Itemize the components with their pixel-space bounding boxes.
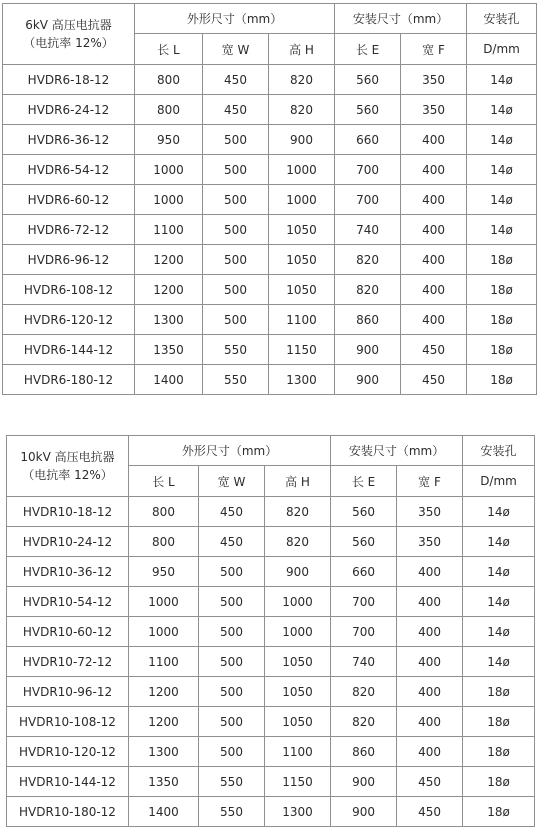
model-cell: HVDR6-180-12 bbox=[3, 365, 135, 395]
length-e-cell: 560 bbox=[331, 497, 397, 527]
hole-diameter-cell: 18ø bbox=[467, 365, 537, 395]
table-row bbox=[3, 95, 537, 125]
height-h-cell: 820 bbox=[269, 65, 335, 95]
table-row bbox=[7, 527, 535, 557]
width-f-cell: 350 bbox=[401, 65, 467, 95]
model-cell: HVDR6-108-12 bbox=[3, 275, 135, 305]
model-cell: HVDR10-24-12 bbox=[7, 527, 129, 557]
hole-diameter-cell: 18ø bbox=[467, 245, 537, 275]
model-cell: HVDR6-24-12 bbox=[3, 95, 135, 125]
height-h-cell: 1100 bbox=[265, 737, 331, 767]
table-row bbox=[7, 707, 535, 737]
hole-diameter-cell: 18ø bbox=[463, 767, 535, 797]
length-l-cell: 1400 bbox=[129, 797, 199, 827]
length-l-cell: 1000 bbox=[129, 587, 199, 617]
table-row bbox=[7, 587, 535, 617]
width-f-cell: 400 bbox=[401, 305, 467, 335]
width-f-cell: 400 bbox=[397, 557, 463, 587]
table-row bbox=[3, 125, 537, 155]
model-cell: HVDR10-96-12 bbox=[7, 677, 129, 707]
length-l-cell: 1350 bbox=[129, 767, 199, 797]
length-e-header: 长 E bbox=[335, 34, 401, 65]
width-w-cell: 500 bbox=[199, 557, 265, 587]
table-row bbox=[7, 557, 535, 587]
table-row bbox=[3, 65, 537, 95]
width-f-cell: 450 bbox=[401, 365, 467, 395]
width-w-header: 宽 W bbox=[203, 34, 269, 65]
width-w-cell: 450 bbox=[203, 65, 269, 95]
length-l-cell: 1000 bbox=[135, 185, 203, 215]
model-header-line-2: （电抗率 12%） bbox=[23, 36, 114, 50]
length-l-cell: 1000 bbox=[129, 617, 199, 647]
length-e-cell: 740 bbox=[331, 647, 397, 677]
hole-diameter-cell: 14ø bbox=[463, 587, 535, 617]
model-cell: HVDR6-18-12 bbox=[3, 65, 135, 95]
hole-diameter-cell: 14ø bbox=[467, 185, 537, 215]
height-h-cell: 1050 bbox=[265, 647, 331, 677]
length-e-cell: 660 bbox=[331, 557, 397, 587]
height-h-cell: 820 bbox=[269, 95, 335, 125]
width-w-cell: 500 bbox=[203, 215, 269, 245]
width-w-cell: 500 bbox=[199, 647, 265, 677]
table-row bbox=[3, 155, 537, 185]
width-w-header: 宽 W bbox=[199, 466, 265, 497]
width-f-cell: 400 bbox=[401, 155, 467, 185]
length-l-cell: 950 bbox=[129, 557, 199, 587]
width-f-cell: 400 bbox=[401, 275, 467, 305]
hole-diameter-cell: 14ø bbox=[467, 65, 537, 95]
header-row bbox=[7, 436, 535, 466]
table-row bbox=[3, 335, 537, 365]
length-l-cell: 800 bbox=[135, 65, 203, 95]
height-h-cell: 1050 bbox=[265, 677, 331, 707]
width-f-cell: 400 bbox=[401, 245, 467, 275]
width-w-cell: 500 bbox=[203, 125, 269, 155]
model-cell: HVDR10-120-12 bbox=[7, 737, 129, 767]
model-header-cell bbox=[7, 436, 129, 497]
width-w-cell: 500 bbox=[203, 155, 269, 185]
height-h-cell: 1150 bbox=[265, 767, 331, 797]
hole-diameter-cell: 18ø bbox=[467, 335, 537, 365]
height-h-cell: 1050 bbox=[269, 245, 335, 275]
width-w-cell: 500 bbox=[203, 185, 269, 215]
length-e-cell: 860 bbox=[335, 305, 401, 335]
width-f-cell: 350 bbox=[397, 497, 463, 527]
width-w-cell: 550 bbox=[199, 797, 265, 827]
width-f-cell: 400 bbox=[401, 125, 467, 155]
length-e-cell: 820 bbox=[335, 245, 401, 275]
width-w-cell: 500 bbox=[203, 305, 269, 335]
table-row bbox=[7, 677, 535, 707]
hole-diameter-cell: 14ø bbox=[467, 125, 537, 155]
length-e-cell: 900 bbox=[335, 365, 401, 395]
model-header-line-2: （电抗率 12%） bbox=[22, 468, 113, 482]
length-e-cell: 560 bbox=[331, 527, 397, 557]
model-cell: HVDR6-36-12 bbox=[3, 125, 135, 155]
length-e-cell: 740 bbox=[335, 215, 401, 245]
model-cell: HVDR10-144-12 bbox=[7, 767, 129, 797]
outer-dimensions-header: 外形尺寸（mm） bbox=[135, 4, 335, 34]
length-e-cell: 700 bbox=[331, 617, 397, 647]
hole-diameter-cell: 18ø bbox=[463, 737, 535, 767]
hole-diameter-header: D/mm bbox=[463, 466, 535, 497]
length-e-cell: 560 bbox=[335, 65, 401, 95]
length-l-cell: 800 bbox=[129, 497, 199, 527]
install-hole-header: 安装孔 bbox=[463, 436, 535, 466]
model-cell: HVDR10-72-12 bbox=[7, 647, 129, 677]
height-h-cell: 820 bbox=[265, 497, 331, 527]
length-e-cell: 820 bbox=[331, 707, 397, 737]
width-w-cell: 500 bbox=[199, 677, 265, 707]
hole-diameter-cell: 18ø bbox=[467, 305, 537, 335]
table-row bbox=[7, 647, 535, 677]
length-e-header: 长 E bbox=[331, 466, 397, 497]
width-w-cell: 500 bbox=[203, 275, 269, 305]
outer-dimensions-header: 外形尺寸（mm） bbox=[129, 436, 331, 466]
table-row bbox=[7, 497, 535, 527]
length-l-cell: 1200 bbox=[135, 245, 203, 275]
table-row bbox=[3, 245, 537, 275]
width-w-cell: 550 bbox=[203, 335, 269, 365]
spec-table-6kv bbox=[2, 3, 537, 395]
table-row bbox=[3, 275, 537, 305]
model-header-line-1: 10kV 高压电抗器 bbox=[20, 450, 115, 464]
width-f-cell: 400 bbox=[397, 737, 463, 767]
width-w-cell: 500 bbox=[199, 737, 265, 767]
model-header-cell bbox=[3, 4, 135, 65]
hole-diameter-cell: 14ø bbox=[467, 215, 537, 245]
length-l-header: 长 L bbox=[129, 466, 199, 497]
height-h-cell: 900 bbox=[265, 557, 331, 587]
height-h-cell: 1000 bbox=[265, 587, 331, 617]
width-w-cell: 500 bbox=[199, 617, 265, 647]
length-l-cell: 1400 bbox=[135, 365, 203, 395]
height-h-cell: 1000 bbox=[265, 617, 331, 647]
length-l-cell: 1200 bbox=[135, 275, 203, 305]
table-row bbox=[7, 797, 535, 827]
height-h-cell: 1300 bbox=[265, 797, 331, 827]
table-body bbox=[7, 436, 535, 827]
header-row bbox=[3, 4, 537, 34]
width-w-cell: 550 bbox=[203, 365, 269, 395]
width-f-cell: 450 bbox=[401, 335, 467, 365]
table-row bbox=[7, 617, 535, 647]
length-l-cell: 1200 bbox=[129, 677, 199, 707]
spec-table-10kv bbox=[6, 435, 535, 827]
length-l-cell: 950 bbox=[135, 125, 203, 155]
width-f-cell: 400 bbox=[397, 617, 463, 647]
length-l-cell: 1300 bbox=[129, 737, 199, 767]
install-dimensions-header: 安装尺寸（mm） bbox=[335, 4, 467, 34]
length-e-cell: 700 bbox=[335, 185, 401, 215]
model-cell: HVDR6-72-12 bbox=[3, 215, 135, 245]
height-h-cell: 1300 bbox=[269, 365, 335, 395]
length-e-cell: 860 bbox=[331, 737, 397, 767]
height-h-cell: 1000 bbox=[269, 155, 335, 185]
hole-diameter-header: D/mm bbox=[467, 34, 537, 65]
hole-diameter-cell: 14ø bbox=[463, 557, 535, 587]
table-body bbox=[3, 4, 537, 395]
hole-diameter-cell: 14ø bbox=[463, 617, 535, 647]
model-cell: HVDR6-96-12 bbox=[3, 245, 135, 275]
width-f-cell: 400 bbox=[401, 215, 467, 245]
length-l-cell: 800 bbox=[129, 527, 199, 557]
model-header-line-1: 6kV 高压电抗器 bbox=[25, 18, 112, 32]
length-e-cell: 820 bbox=[335, 275, 401, 305]
install-hole-header: 安装孔 bbox=[467, 4, 537, 34]
length-l-cell: 1100 bbox=[135, 215, 203, 245]
length-e-cell: 700 bbox=[335, 155, 401, 185]
width-f-header: 宽 F bbox=[397, 466, 463, 497]
model-cell: HVDR10-60-12 bbox=[7, 617, 129, 647]
height-h-cell: 900 bbox=[269, 125, 335, 155]
width-w-cell: 500 bbox=[199, 587, 265, 617]
table-row bbox=[7, 737, 535, 767]
hole-diameter-cell: 14ø bbox=[463, 647, 535, 677]
length-l-cell: 1350 bbox=[135, 335, 203, 365]
width-w-cell: 550 bbox=[199, 767, 265, 797]
model-cell: HVDR6-120-12 bbox=[3, 305, 135, 335]
length-l-cell: 1000 bbox=[135, 155, 203, 185]
length-l-header: 长 L bbox=[135, 34, 203, 65]
width-w-cell: 450 bbox=[203, 95, 269, 125]
length-l-cell: 1300 bbox=[135, 305, 203, 335]
hole-diameter-cell: 18ø bbox=[463, 707, 535, 737]
model-cell: HVDR6-54-12 bbox=[3, 155, 135, 185]
height-h-cell: 1050 bbox=[269, 275, 335, 305]
height-h-cell: 1150 bbox=[269, 335, 335, 365]
hole-diameter-cell: 18ø bbox=[463, 797, 535, 827]
model-cell: HVDR6-144-12 bbox=[3, 335, 135, 365]
hole-diameter-cell: 14ø bbox=[463, 497, 535, 527]
hole-diameter-cell: 18ø bbox=[467, 275, 537, 305]
hole-diameter-cell: 14ø bbox=[463, 527, 535, 557]
height-h-cell: 1100 bbox=[269, 305, 335, 335]
hole-diameter-cell: 14ø bbox=[467, 155, 537, 185]
model-cell: HVDR10-54-12 bbox=[7, 587, 129, 617]
model-cell: HVDR6-60-12 bbox=[3, 185, 135, 215]
length-e-cell: 900 bbox=[335, 335, 401, 365]
length-e-cell: 820 bbox=[331, 677, 397, 707]
length-l-cell: 1200 bbox=[129, 707, 199, 737]
width-w-cell: 500 bbox=[199, 707, 265, 737]
model-cell: HVDR10-108-12 bbox=[7, 707, 129, 737]
height-h-cell: 1050 bbox=[265, 707, 331, 737]
hole-diameter-cell: 14ø bbox=[467, 95, 537, 125]
table-row bbox=[3, 365, 537, 395]
width-w-cell: 450 bbox=[199, 497, 265, 527]
width-f-cell: 400 bbox=[401, 185, 467, 215]
length-e-cell: 560 bbox=[335, 95, 401, 125]
width-w-cell: 500 bbox=[203, 245, 269, 275]
width-f-cell: 450 bbox=[397, 767, 463, 797]
width-f-cell: 400 bbox=[397, 647, 463, 677]
height-h-header: 高 H bbox=[265, 466, 331, 497]
height-h-cell: 820 bbox=[265, 527, 331, 557]
width-w-cell: 450 bbox=[199, 527, 265, 557]
length-e-cell: 700 bbox=[331, 587, 397, 617]
table-row bbox=[3, 215, 537, 245]
width-f-cell: 450 bbox=[397, 797, 463, 827]
model-cell: HVDR10-36-12 bbox=[7, 557, 129, 587]
install-dimensions-header: 安装尺寸（mm） bbox=[331, 436, 463, 466]
table-row bbox=[3, 185, 537, 215]
length-e-cell: 900 bbox=[331, 767, 397, 797]
width-f-cell: 400 bbox=[397, 587, 463, 617]
height-h-header: 高 H bbox=[269, 34, 335, 65]
width-f-header: 宽 F bbox=[401, 34, 467, 65]
table-row bbox=[7, 767, 535, 797]
length-e-cell: 660 bbox=[335, 125, 401, 155]
height-h-cell: 1000 bbox=[269, 185, 335, 215]
table-row bbox=[3, 305, 537, 335]
height-h-cell: 1050 bbox=[269, 215, 335, 245]
width-f-cell: 400 bbox=[397, 707, 463, 737]
width-f-cell: 350 bbox=[397, 527, 463, 557]
length-l-cell: 1100 bbox=[129, 647, 199, 677]
width-f-cell: 350 bbox=[401, 95, 467, 125]
hole-diameter-cell: 18ø bbox=[463, 677, 535, 707]
length-l-cell: 800 bbox=[135, 95, 203, 125]
model-cell: HVDR10-18-12 bbox=[7, 497, 129, 527]
model-cell: HVDR10-180-12 bbox=[7, 797, 129, 827]
width-f-cell: 400 bbox=[397, 677, 463, 707]
length-e-cell: 900 bbox=[331, 797, 397, 827]
